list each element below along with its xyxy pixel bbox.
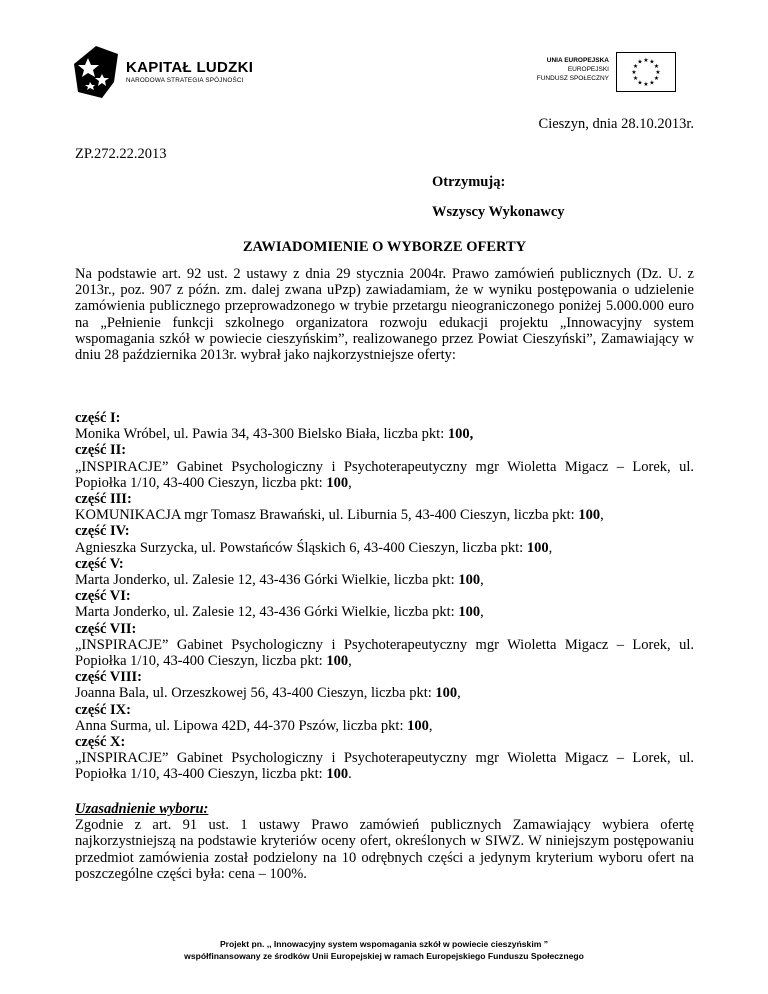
document-title: ZAWIADOMIENIE O WYBORZE OFERTY [242, 239, 527, 255]
offer-part-score: 100 [326, 474, 349, 491]
kapital-ludzki-wordmark [126, 60, 253, 84]
offer-part-score: 100 [458, 604, 481, 621]
offer-part-score: 100, [447, 426, 474, 443]
offer-part-contractor: Agnieszka Surzycka, ul. Powstańców Śląskich 6, 43-400 Cieszyn, liczba pkt: [75, 539, 527, 556]
offer-part-item [75, 556, 694, 588]
offer-part-contractor: Monika Wróbel, ul. Pawia 34, 43-300 Bielsko Biała, liczba pkt: [75, 426, 448, 443]
offer-part-label: część X: [75, 734, 126, 751]
offer-part-text [75, 540, 694, 556]
offer-part-label: część V: [75, 555, 124, 572]
offer-part-label: część VI: [75, 588, 131, 605]
offer-part-label: część IX: [75, 701, 131, 718]
offer-part-punctuation: , [348, 653, 352, 670]
eu-star-icon: ★ [653, 76, 660, 82]
eu-logo-line1: UNIA EUROPEJSKA [546, 57, 609, 64]
offer-part-punctuation: , [480, 604, 484, 621]
eu-logo-text [537, 56, 609, 83]
offer-part-punctuation: . [348, 766, 352, 783]
letterhead [0, 0, 768, 110]
offer-part-score: 100 [526, 539, 549, 556]
kapital-ludzki-logo [72, 44, 272, 104]
justification-section [75, 801, 694, 882]
offer-part-contractor: Joanna Bala, ul. Orzeszkowej 56, 43-400 Cieszyn, liczba pkt: [75, 685, 436, 702]
offer-part-item [75, 410, 694, 442]
eu-logo-line3: FUNDUSZ SPOŁECZNY [536, 75, 609, 82]
offer-part-contractor: „INSPIRACJE” Gabinet Psychologiczny i Psychoterapeutyczny mgr Wioletta Migacz – Lorek, ul. Popiołka 1/10, 43-400 Cieszyn, liczba pkt: [75, 458, 694, 491]
offer-part-score: 100 [326, 653, 349, 670]
offer-part-score: 100 [578, 507, 601, 524]
eu-stars-flag-icon [616, 52, 676, 92]
offer-part-contractor: KOMUNIKACJA mgr Tomasz Brawański, ul. Liburnia 5, 43-400 Cieszyn, liczba pkt: [75, 507, 579, 524]
offer-part-text [75, 637, 694, 669]
eu-star-icon: ★ [649, 80, 655, 87]
footer-line2: współfinansowany ze środków Unii Europejskiej w ramach Europejskiego Funduszu Społecznego [184, 951, 584, 961]
offer-part-contractor: Anna Surma, ul. Lipowa 42D, 44-370 Pszów, liczba pkt: [75, 717, 408, 734]
offer-part-text [75, 718, 694, 734]
recipients-block [432, 172, 565, 232]
offer-part-punctuation: , [457, 685, 461, 702]
date-line: Cieszyn, dnia 28.10.2013r. [538, 116, 694, 132]
offer-part-contractor: Marta Jonderko, ul. Zalesie 12, 43-436 Górki Wielkie, liczba pkt: [75, 604, 459, 621]
offer-part-item [75, 734, 694, 783]
offer-part-label: część I: [75, 410, 121, 426]
offer-part-contractor: Marta Jonderko, ul. Zalesie 12, 43-436 Górki Wielkie, liczba pkt: [75, 572, 459, 589]
eu-star-icon: ★ [637, 80, 643, 87]
recipients-label: Otrzymują: [432, 174, 506, 190]
eu-star-icon: ★ [653, 64, 660, 70]
offer-part-label: część VII: [75, 620, 137, 637]
offer-part-text [75, 426, 694, 442]
offer-part-item [75, 588, 694, 620]
eu-star-icon: ★ [631, 70, 637, 76]
footer [0, 938, 768, 962]
eu-star-icon: ★ [637, 59, 643, 66]
kapital-ludzki-title: KAPITAŁ LUDZKI [126, 59, 254, 76]
offer-part-item [75, 621, 694, 670]
eu-star-icon: ★ [643, 58, 649, 64]
offer-part-label: część IV: [75, 523, 130, 540]
footer-line1: Projekt pn. ,, Innowacyjny system wspomagania szkół w powiecie cieszyńskim ” [219, 939, 549, 949]
offer-part-item [75, 702, 694, 734]
offer-part-text [75, 685, 694, 701]
offer-part-text [75, 459, 694, 491]
kapital-ludzki-subtitle: NARODOWA STRATEGIA SPÓJNOŚCI [126, 77, 244, 84]
recipients-value: Wszyscy Wykonawcy [432, 204, 565, 220]
offer-part-text [75, 604, 694, 620]
offer-part-punctuation: , [480, 572, 484, 589]
justification-title: Uzasadnienie wyboru: [75, 801, 209, 817]
offer-part-score: 100 [458, 572, 481, 589]
offer-part-text [75, 507, 694, 523]
offer-part-item [75, 491, 694, 523]
eu-star-icon: ★ [655, 70, 661, 76]
reference-number: ZP.272.22.2013 [75, 146, 167, 162]
offer-part-item [75, 442, 694, 491]
offer-part-contractor: „INSPIRACJE” Gabinet Psychologiczny i Psychoterapeutyczny mgr Wioletta Migacz – Lorek, ul. Popiołka 1/10, 43-400 Cieszyn, liczba pkt: [75, 750, 694, 783]
offer-part-punctuation: , [600, 507, 604, 524]
selected-offers-list [75, 410, 694, 783]
eu-logo [536, 50, 676, 96]
offer-part-punctuation: , [348, 474, 352, 491]
eu-star-icon: ★ [643, 82, 649, 88]
offer-part-label: część VIII: [75, 669, 142, 686]
offer-part-punctuation: , [428, 717, 433, 734]
offer-part-item [75, 669, 694, 701]
eu-star-icon: ★ [649, 59, 655, 66]
justification-body: Zgodnie z art. 91 ust. 1 ustawy Prawo zamówień publicznych Zamawiający wybiera ofertę najkorzystniejszą na podstawie kryteriów oceny ofert, określonych w SIWZ. W niniejszym postępowaniu przedmiot zamówienia został podzielony na 10 odrębnych części a jedynym kryterium wyboru ofert na poszczególne części była: cena – 100%. [75, 817, 694, 882]
offer-part-punctuation: , [548, 539, 553, 556]
offer-part-text [75, 750, 694, 782]
eu-star-icon: ★ [632, 76, 639, 82]
offer-part-contractor: „INSPIRACJE” Gabinet Psychologiczny i Psychoterapeutyczny mgr Wioletta Migacz – Lorek, ul. Popiołka 1/10, 43-400 Cieszyn, liczba pkt: [75, 636, 694, 670]
eu-logo-line2: EUROPEJSKI [567, 66, 609, 73]
eu-star-icon: ★ [632, 64, 639, 70]
offer-part-label: część III: [75, 491, 132, 508]
offer-part-score: 100 [326, 766, 349, 783]
offer-part-score: 100 [435, 685, 458, 702]
offer-part-text [75, 572, 694, 588]
kapital-ludzki-star-icon [72, 44, 120, 100]
offer-part-item [75, 523, 694, 555]
offer-part-score: 100 [407, 717, 429, 734]
offer-part-label: część II: [75, 442, 127, 459]
intro-paragraph: Na podstawie art. 92 ust. 2 ustawy z dnia 29 stycznia 2004r. Prawo zamówień publicznych (Dz. U. z 2013r., poz. 907 z późn. zm. dalej zwana uPzp) zawiadamiam, że w wyniku postępowania o udzielenie zamówienia publicznego przeprowadzonego w trybie przetargu nieograniczonego poniżej 5.000.000 euro na „Pełnienie funkcji szkolnego organizatora rozwoju edukacji projektu „Innowacyjny system wspomagania szkół w powiecie cieszyńskim”, realizowanego przez Powiat Cieszyński”, Zamawiający w dniu 28 października 2013r. wybrał jako najkorzystniejsze oferty: [75, 266, 694, 364]
